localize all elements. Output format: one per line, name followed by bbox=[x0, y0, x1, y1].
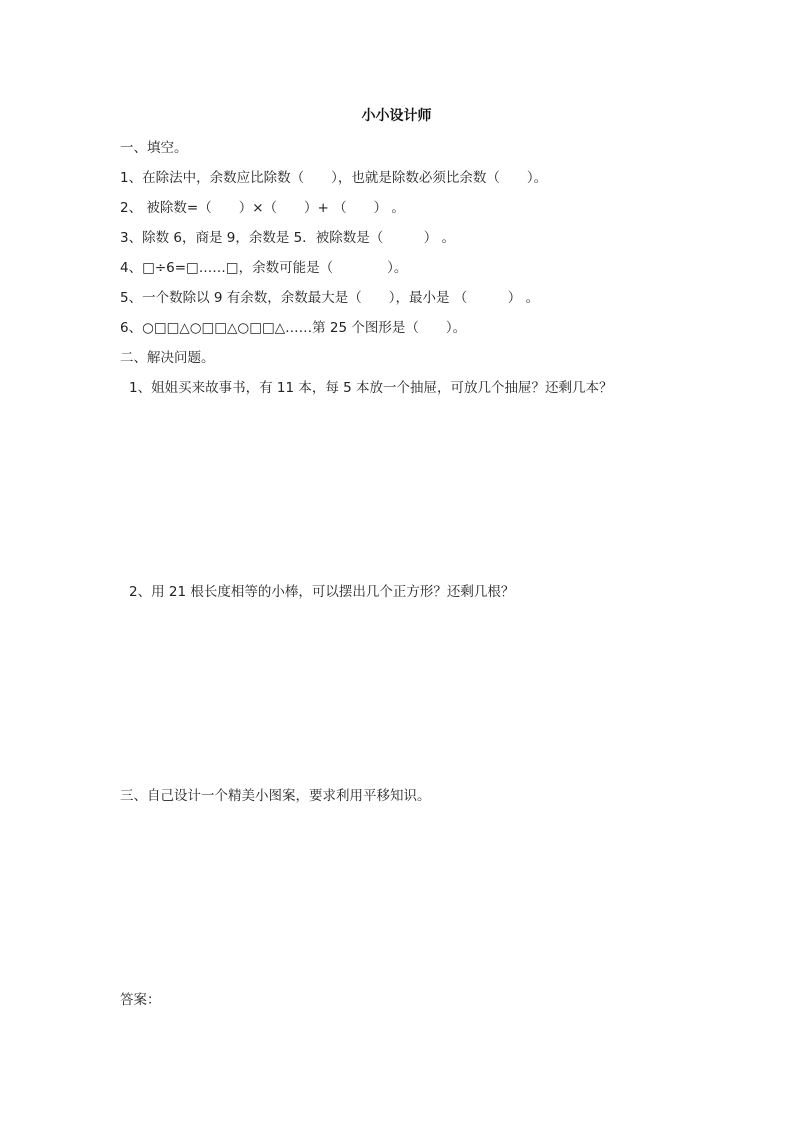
page-title: 小小设计师 bbox=[361, 108, 432, 124]
section-heading-fill-blank: 一、填空。 bbox=[120, 140, 188, 156]
problem-2: 2、用 21 根长度相等的小棒，可以摆出几个正方形？还剩几根？ bbox=[129, 584, 515, 600]
question-6: 6、○□□△○□□△○□□△……第 25 个图形是（ ）。 bbox=[120, 320, 467, 336]
question-4: 4、□÷6=□……□，余数可能是（ ）。 bbox=[120, 260, 408, 276]
question-5: 5、一个数除以 9 有余数，余数最大是（ ），最小是 （ ） 。 bbox=[120, 290, 540, 306]
section-heading-design: 三、自己设计一个精美小图案，要求利用平移知识。 bbox=[120, 788, 431, 804]
section-heading-problems: 二、解决问题。 bbox=[120, 350, 215, 366]
problem-1: 1、姐姐买来故事书，有 11 本，每 5 本放一个抽屉，可放几个抽屉？还剩几本？ bbox=[129, 380, 613, 396]
question-1: 1、在除法中，余数应比除数（ ），也就是除数必须比余数（ ）。 bbox=[120, 170, 548, 186]
question-2: 2、 被除数=（ ）×（ ）+ （ ） 。 bbox=[120, 200, 405, 216]
answer-label: 答案： bbox=[120, 992, 161, 1008]
question-3: 3、除数 6，商是 9，余数是 5．被除数是（ ） 。 bbox=[120, 230, 456, 246]
